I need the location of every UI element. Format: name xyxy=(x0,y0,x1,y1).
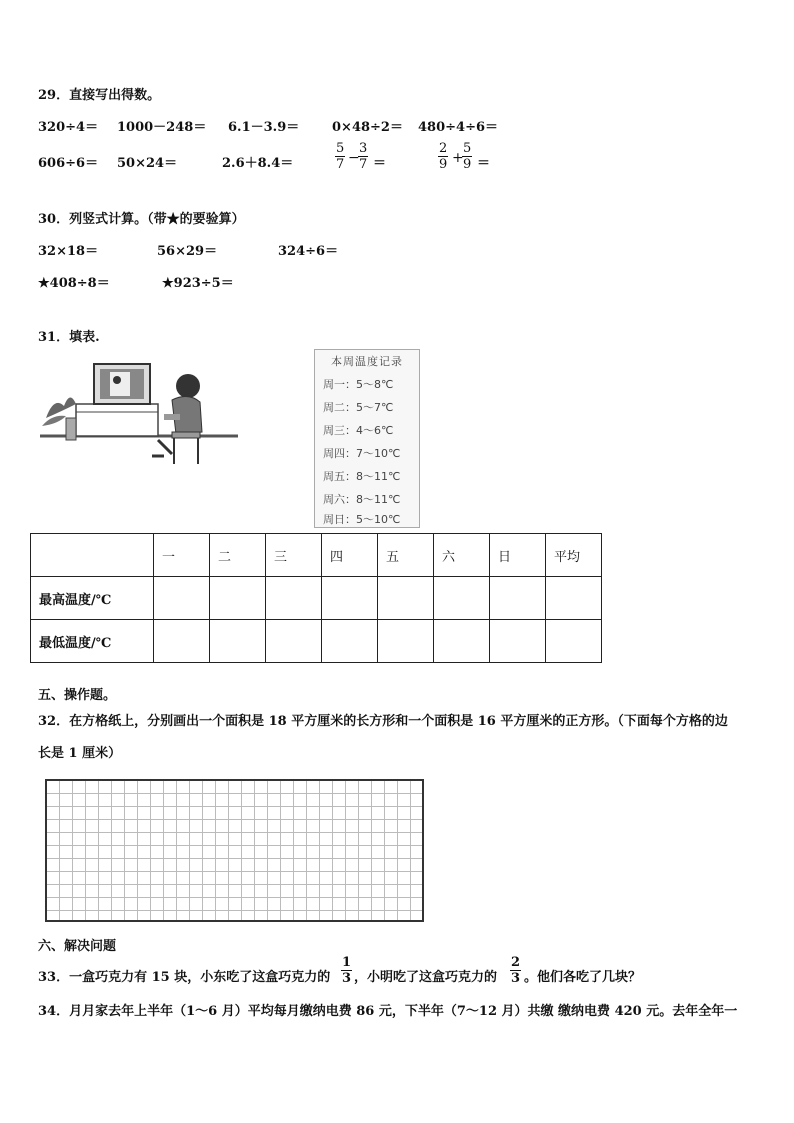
q33-text: 33．一盒巧克力有 15 块，小东吃了这盒巧克力的 xyxy=(38,970,331,985)
answer-cell[interactable] xyxy=(546,577,602,620)
fraction-denominator: 9 xyxy=(439,157,448,172)
fraction-numerator: 3 xyxy=(359,141,368,156)
square-grid-paper[interactable] xyxy=(45,779,424,922)
table-header-cell: 平均 xyxy=(546,534,602,577)
table-header-cell: 一 xyxy=(154,534,210,577)
fraction xyxy=(510,955,521,986)
answer-cell[interactable] xyxy=(378,620,434,663)
table-header-cell: 四 xyxy=(322,534,378,577)
record-line: 周五：8～11℃ xyxy=(323,470,401,483)
table-header-row xyxy=(31,534,602,577)
table-header-cell: 三 xyxy=(266,534,322,577)
section-heading: 六、解决问题 xyxy=(38,939,117,954)
table-row xyxy=(31,577,602,620)
table-row xyxy=(31,620,602,663)
equals-sign: ＝ xyxy=(373,156,387,171)
q29-expr: 2.6＋8.4＝ xyxy=(222,156,294,171)
q29-expr: 0×48÷2＝ xyxy=(332,120,403,135)
fraction xyxy=(462,141,472,172)
q32-text: 长是 1 厘米） xyxy=(38,746,122,761)
q29-expr: 6.1－3.9＝ xyxy=(228,120,300,135)
operator: + xyxy=(452,150,464,166)
q30-expr: 56×29＝ xyxy=(157,244,218,259)
temperature-table xyxy=(30,533,602,663)
table-header-cell: 六 xyxy=(434,534,490,577)
q34-text: 34．月月家去年上半年（1～6 月）平均每月缴纳电费 86 元，下半年（7～12 月）共缴 缴纳电费 420 元。去年全年一 xyxy=(38,1004,738,1019)
table-header-cell: 二 xyxy=(210,534,266,577)
q29-expr: 50×24＝ xyxy=(117,156,178,171)
q29-expr: 320÷4＝ xyxy=(38,120,99,135)
answer-cell[interactable] xyxy=(434,620,490,663)
fraction xyxy=(438,141,448,172)
fraction xyxy=(335,141,345,172)
fraction-denominator: 3 xyxy=(342,971,352,986)
fraction xyxy=(341,955,352,986)
record-line: 周一：5～8℃ xyxy=(323,378,394,391)
answer-cell[interactable] xyxy=(490,577,546,620)
fraction-denominator: 7 xyxy=(336,157,345,172)
section-heading: 五、操作题。 xyxy=(38,688,117,703)
child-at-computer-illustration xyxy=(40,356,240,468)
fraction-numerator: 2 xyxy=(439,141,448,156)
fraction-numerator: 2 xyxy=(511,955,521,970)
q30-title: 30．列竖式计算。（带★的要验算） xyxy=(38,212,245,227)
fraction-denominator: 7 xyxy=(359,157,368,172)
answer-cell[interactable] xyxy=(490,620,546,663)
record-line: 周四：7～10℃ xyxy=(323,447,401,460)
temperature-record-card xyxy=(314,349,420,528)
fraction xyxy=(358,141,368,172)
q29-expr: 1000－248＝ xyxy=(117,120,207,135)
q29-title: 29．直接写出得数。 xyxy=(38,88,161,103)
answer-cell[interactable] xyxy=(210,620,266,663)
record-title: 本周温度记录 xyxy=(331,355,403,368)
operator: − xyxy=(348,150,360,166)
answer-cell[interactable] xyxy=(266,620,322,663)
q30-expr: 32×18＝ xyxy=(38,244,99,259)
record-line: 周六：8～11℃ xyxy=(323,493,401,506)
answer-cell[interactable] xyxy=(154,620,210,663)
answer-cell[interactable] xyxy=(322,620,378,663)
fraction-numerator: 5 xyxy=(336,141,345,156)
q32-text: 32．在方格纸上，分别画出一个面积是 18 平方厘米的长方形和一个面积是 16 平方厘米的正方形。（下面每个方格的边 xyxy=(38,714,728,729)
fraction-denominator: 3 xyxy=(511,971,521,986)
fraction-denominator: 9 xyxy=(463,157,472,172)
row-label: 最低温度/℃ xyxy=(31,620,154,663)
table-header-cell: 五 xyxy=(378,534,434,577)
q33-text: 。他们各吃了几块？ xyxy=(524,970,642,985)
q29-expr: 480÷4÷6＝ xyxy=(418,120,499,135)
answer-cell[interactable] xyxy=(378,577,434,620)
answer-cell[interactable] xyxy=(266,577,322,620)
answer-cell[interactable] xyxy=(546,620,602,663)
q31-title: 31．填表. xyxy=(38,330,100,345)
record-line: 周三：4～6℃ xyxy=(323,424,394,437)
table-header-cell xyxy=(31,534,154,577)
equals-sign: ＝ xyxy=(477,156,491,171)
q30-expr: 324÷6＝ xyxy=(278,244,339,259)
q29-expr: 606÷6＝ xyxy=(38,156,99,171)
q30-expr: ★408÷8＝ xyxy=(38,276,110,291)
q33-text: ，小明吃了这盒巧克力的 xyxy=(354,970,498,985)
fraction-numerator: 1 xyxy=(342,955,352,970)
row-label: 最高温度/℃ xyxy=(31,577,154,620)
record-line: 周日：5～10℃ xyxy=(323,513,401,526)
record-line: 周二：5～7℃ xyxy=(323,401,394,414)
q30-expr: ★923÷5＝ xyxy=(162,276,234,291)
answer-cell[interactable] xyxy=(154,577,210,620)
answer-cell[interactable] xyxy=(434,577,490,620)
answer-cell[interactable] xyxy=(210,577,266,620)
answer-cell[interactable] xyxy=(322,577,378,620)
fraction-numerator: 5 xyxy=(463,141,472,156)
table-header-cell: 日 xyxy=(490,534,546,577)
